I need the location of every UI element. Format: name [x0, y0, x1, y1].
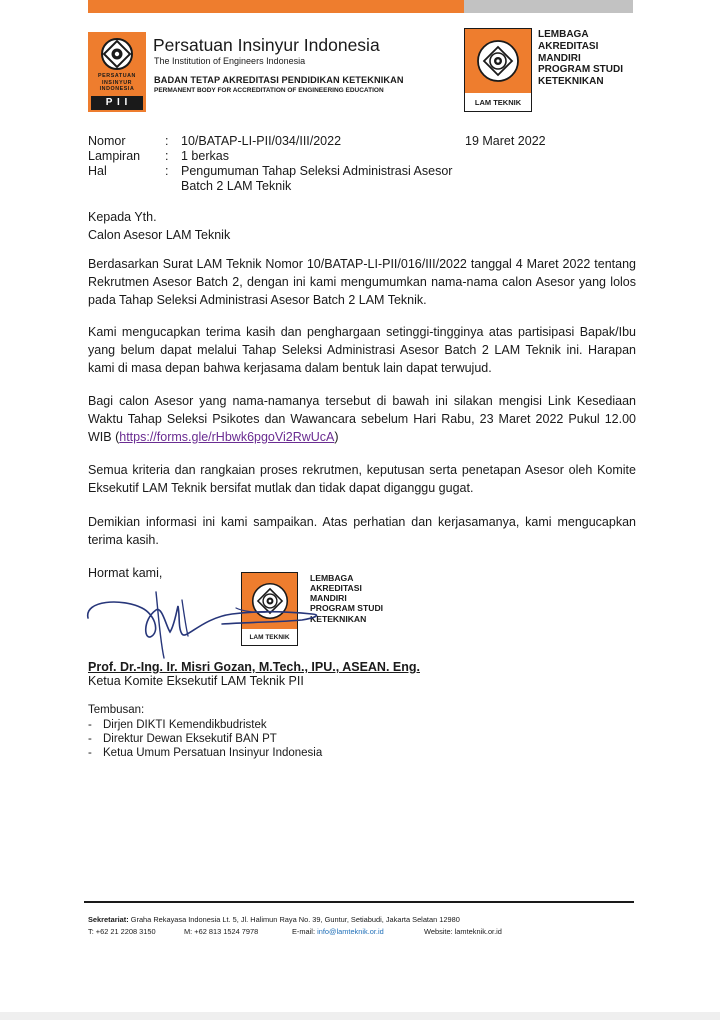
- lam-logo-label: LAM TEKNIK: [474, 98, 522, 107]
- addressee-line2: Calon Asesor LAM Teknik: [88, 228, 231, 242]
- footer-email[interactable]: info@lamteknik.or.id: [317, 927, 384, 936]
- footer-email-block: [292, 926, 384, 937]
- org-subtitle: The Institution of Engineers Indonesia: [154, 56, 306, 66]
- cc-item-text: Ketua Umum Persatuan Insinyur Indonesia: [103, 747, 323, 759]
- handwritten-signature: [82, 570, 382, 660]
- paragraph-4: Semua kriteria dan rangkaian proses rekrutmen, keputusan serta penetapan Asesor oleh Komite Eksekutif LAM Teknik bersifat mutlak dan tidak dapat diganggu gugat.: [88, 463, 636, 495]
- paragraph-3-end: ): [334, 430, 339, 444]
- bottom-strip: [0, 1012, 720, 1020]
- paragraph-1: Berdasarkan Surat LAM Teknik Nomor 10/BATAP-LI-PII/016/III/2022 tanggal 4 Maret 2022 tentang Rekrutmen Asesor Batch 2, dengan ini kami mengumumkan nama-nama calon Asesor yang lolos pada Tahap Seleksi Administrasi Asesor Batch 2 LAM Teknik.: [88, 257, 636, 307]
- cc-item: [88, 718, 322, 732]
- cc-bullet: -: [88, 747, 92, 759]
- meta-hal-value-line1: Pengumuman Tahap Seleksi Administrasi Asesor: [181, 164, 453, 178]
- pii-logo-abbr: P I I: [105, 97, 129, 108]
- meta-nomor-label: Nomor: [88, 134, 126, 148]
- meta-hal-label: Hal: [88, 164, 107, 178]
- closing: Hormat kami,: [88, 566, 163, 580]
- lam-stamp-text: LEMBAGA AKREDITASI MANDIRI PROGRAM STUDI KETEKNIKAN: [310, 573, 384, 624]
- header-accent-bar-grey: [464, 0, 633, 13]
- pii-logo-text: PERSATUAN INSINYUR INDONESIA: [98, 73, 136, 92]
- footer-divider: [84, 901, 634, 903]
- paragraph-3-text: Bagi calon Asesor yang nama-namanya tersebut di bawah ini silakan mengisi Link Kesediaan Waktu Tahap Seleksi Psikotes dan Wawancara sebelum Hari Rabu, 23 Maret 2022 Pukul 12.00 WIB (: [88, 394, 636, 444]
- pii-logo: [88, 32, 146, 112]
- signatory-name: Prof. Dr.-Ing. Ir. Misri Gozan, M.Tech., IPU., ASEAN. Eng.: [88, 660, 420, 674]
- meta-lampiran-value: 1 berkas: [181, 149, 229, 163]
- meta-colon: :: [165, 164, 169, 178]
- bap-subtitle: PERMANENT BODY FOR ACCREDITATION OF ENGINEERING EDUCATION: [154, 87, 384, 94]
- cc-item-text: Dirjen DIKTI Kemendikbudristek: [103, 719, 267, 731]
- cc-item-text: Direktur Dewan Eksekutif BAN PT: [103, 733, 277, 745]
- form-link[interactable]: https://forms.gle/rHbwk6pgoVi2RwUcA: [119, 430, 335, 444]
- cc-item: [88, 732, 322, 746]
- signatory-title: Ketua Komite Eksekutif LAM Teknik PII: [88, 674, 304, 688]
- footer-email-label: E-mail:: [292, 927, 315, 936]
- meta-colon: :: [165, 134, 169, 148]
- cc-bullet: -: [88, 733, 92, 745]
- meta-lampiran-label: Lampiran: [88, 149, 141, 163]
- org-name: Persatuan Insinyur Indonesia: [153, 35, 380, 55]
- addressee-line1: Kepada Yth.: [88, 210, 157, 224]
- paragraph-5: Demikian informasi ini kami sampaikan. Atas perhatian dan kerjasamanya, kami mengucapkan terima kasih.: [88, 515, 636, 547]
- meta-nomor-value: 10/BATAP-LI-PII/034/III/2022: [181, 134, 342, 148]
- cc-heading: Tembusan:: [88, 704, 145, 716]
- lam-teknik-logo: [464, 28, 532, 112]
- footer-mobile: M: +62 813 1524 7978: [184, 927, 259, 936]
- footer-address-line: [88, 914, 460, 925]
- footer-website[interactable]: Website: lamteknik.or.id: [424, 927, 502, 936]
- lam-name-text: LEMBAGA AKREDITASI MANDIRI PROGRAM STUDI KETEKNIKAN: [538, 29, 623, 88]
- footer-sekretariat-label: Sekretariat:: [88, 915, 129, 924]
- letter-date: 19 Maret 2022: [465, 134, 546, 148]
- lam-emblem-icon: [476, 39, 520, 83]
- bap-title: BADAN TETAP AKREDITASI PENDIDIKAN KETEKNIKAN: [154, 75, 404, 85]
- cc-bullet: -: [88, 719, 92, 731]
- footer-address: Graha Rekayasa Indonesia Lt. 5, Jl. Halimun Raya No. 39, Guntur, Setiabudi, Jakarta Selatan 12980: [130, 915, 460, 924]
- lam-stamp-label: LAM TEKNIK: [249, 634, 290, 641]
- paragraph-2: Kami mengucapkan terima kasih dan penghargaan setinggi-tingginya atas partisipasi Bapak/Ibu yang belum dapat melalui Tahap Seleksi Administrasi Asesor Batch 2 LAM Teknik ini. Harapan kami di masa depan bahwa kerjasama dalam bentuk lain dapat terwujud.: [88, 325, 636, 375]
- header-accent-bar-orange: [88, 0, 464, 13]
- footer-phone: T: +62 21 2208 3150: [88, 927, 156, 936]
- paragraph-3: [88, 392, 636, 446]
- meta-hal-value-line2: Batch 2 LAM Teknik: [181, 179, 292, 193]
- meta-colon: :: [165, 149, 169, 163]
- cc-item: [88, 746, 322, 760]
- cc-list: [88, 718, 322, 760]
